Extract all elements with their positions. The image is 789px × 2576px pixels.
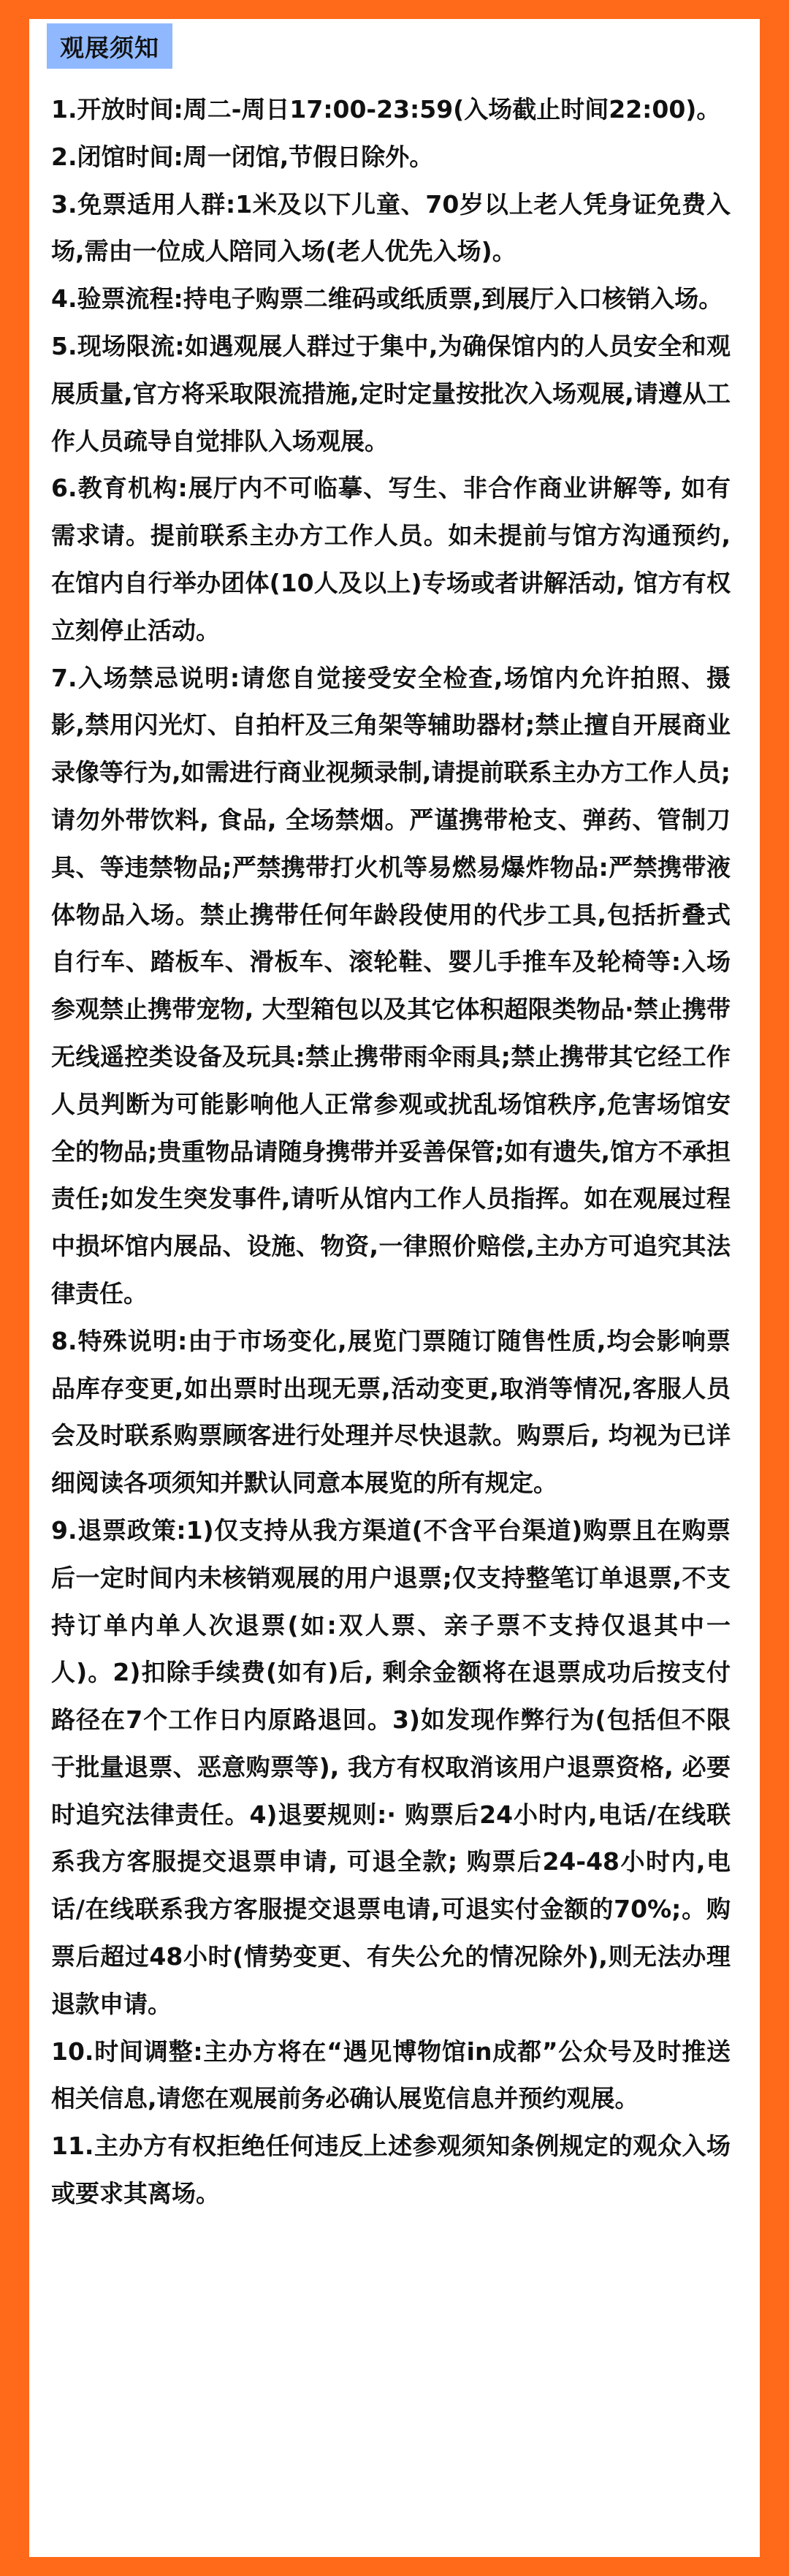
- rule-education-institutions: 6.教育机构:展厅内不可临摹、写生、非合作商业讲解等, 如有需求请。提前联系主办方工作人员。如未提前与馆方沟通预约, 在馆内自行举办团体(10人及以上)专场或者讲解活动, 馆方有权立刻停止活动。: [51, 474, 731, 645]
- rule-entry-prohibitions: 7.入场禁忌说明:请您自觉接受安全检查,场馆内允许拍照、摄影,禁用闪光灯、自拍杆及三角架等辅助器材;禁止擅自开展商业录像等行为,如需进行商业视频录制,请提前联系主办方工作人员;请勿外带饮料, 食品, 全场禁烟。严谨携带枪支、弹药、管制刀具、等违禁物品;严禁携带打火机等易燃易爆炸物品:严禁携带液体物品入场。禁止携带任何年龄段使用的代步工具,包括折叠式自行车、踏板车、滑板车、滚轮鞋、婴儿手推车及轮椅等:入场参观禁止携带宠物, 大型箱包以及其它体积超限类物品·禁止携带无线遥控类设备及玩具:禁止携带雨伞雨具;禁止携带其它经工作人员判断为可能影响他人正常参观或扰乱场馆秩序,危害场馆安全的物品;贵重物品请随身携带并妥善保管;如有遗失,馆方不承担责任;如发生突发事件,请听从馆内工作人员指挥。如在观展过程中损坏馆内展品、设施、物资,一律照价赔偿,主办方可追究其法律责任。: [51, 663, 731, 1308]
- rule-opening-hours: 1.开放时间:周二-周日17:00-23:59(入场截止时间22:00)。: [51, 95, 721, 124]
- notice-body: [51, 86, 731, 2218]
- rule-crowd-control: 5.现场限流:如遇观展人群过于集中,为确保馆内的人员安全和观展质量,官方将采取限流措施,定时定量按批次入场观展,请遵从工作人员疏导自觉排队入场观展。: [51, 331, 731, 455]
- rule-time-adjustment: 10.时间调整:主办方将在“遇见博物馆in成都”公众号及时推送相关信息,请您在观展前务必确认展览信息并预约观展。: [51, 2037, 731, 2113]
- notice-title: 观展须知: [47, 23, 172, 69]
- rule-special-notes: 8.特殊说明:由于市场变化,展览门票随订随售性质,均会影响票品库存变更,如出票时出现无票,活动变更,取消等情况,客服人员会及时联系购票顾客进行处理并尽快退款。购票后, 均视为已详细阅读各项须知并默认同意本展览的所有规定。: [51, 1326, 731, 1498]
- notice-panel: [29, 19, 760, 2557]
- rule-free-admission: 3.免票适用人群:1米及以下儿童、70岁以上老人凭身证免费入场,需由一位成人陪同入场(老人优先入场)。: [51, 189, 731, 266]
- rule-refuse-entry: 11.主办方有权拒绝任何违反上述参观须知条例规定的观众入场或要求其离场。: [51, 2132, 731, 2208]
- rule-refund-policy: 9.退票政策:1)仅支持从我方渠道(不含平台渠道)购票且在购票后一定时间内未核销观展的用户退票;仅支持整笔订单退票,不支持订单内单人次退票(如:双人票、亲子票不支持仅退其中一人)。2)扣除手续费(如有)后, 剩余金额将在退票成功后按支付路径在7个工作日内原路退回。3)如发现作弊行为(包括但不限于批量退票、恶意购票等), 我方有权取消该用户退票资格, 必要时追究法律责任。4)退要规则:· 购票后24小时内,电话/在线联系我方客服提交退票申请, 可退全款; 购票后24-48小时内,电话/在线联系我方客服提交退票电请,可退实付金额的70%;。购票后超过48小时(情势变更、有失公允的情况除外),则无法办理退款申请。: [51, 1515, 731, 2018]
- rule-closing-day: 2.闭馆时间:周一闭馆,节假日除外。: [51, 142, 434, 171]
- rule-ticket-check: 4.验票流程:持电子购票二维码或纸质票,到展厅入口核销入场。: [51, 284, 723, 314]
